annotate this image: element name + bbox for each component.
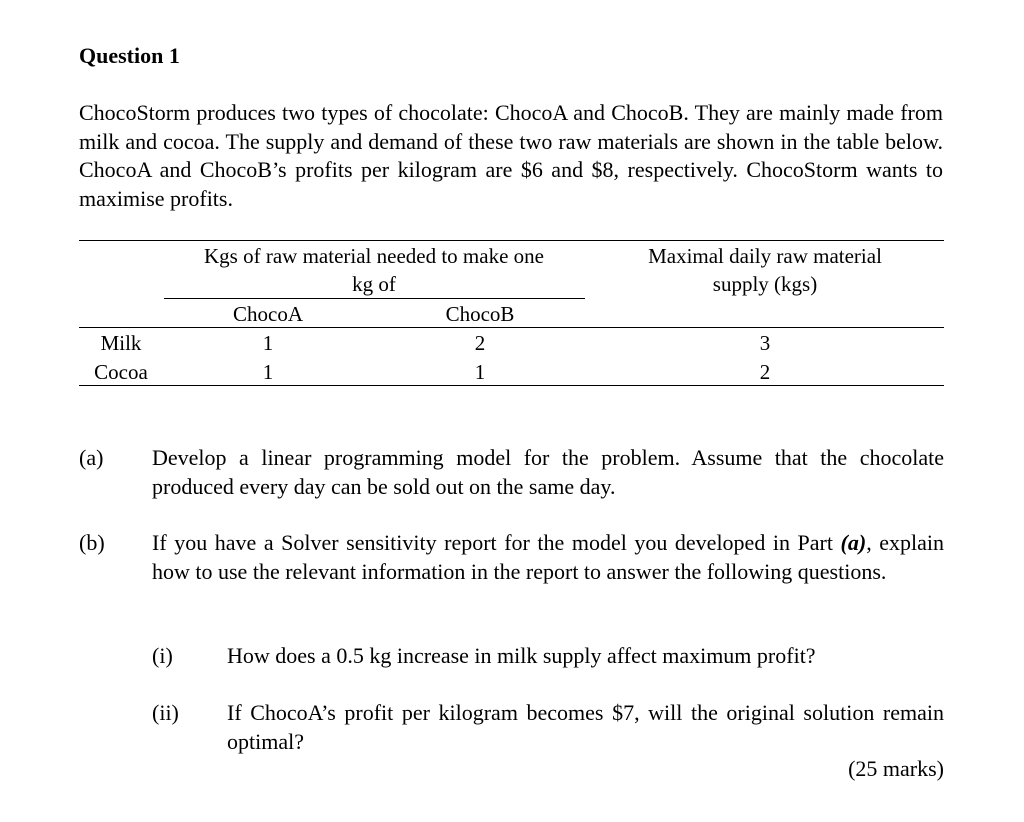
part-a-label: (a) xyxy=(79,445,104,470)
group-header-line2: kg of xyxy=(352,272,396,296)
supply-header-line1: Maximal daily raw material xyxy=(648,244,882,268)
question-title: Question 1 xyxy=(79,43,180,68)
cell-supply: 3 xyxy=(759,331,771,355)
cell-chocoa: 1 xyxy=(262,360,274,384)
col-header-chocoa: ChocoA xyxy=(233,302,303,326)
subpart-ii-label: (ii) xyxy=(152,700,179,725)
part-b-text-start: If you have a Solver sensitivity report for the model you developed in Part xyxy=(152,530,841,555)
col-header-chocob: ChocoB xyxy=(445,302,515,326)
part-b-label: (b) xyxy=(79,530,105,555)
part-b-reference: (a) xyxy=(840,530,867,555)
cell-chocoa: 1 xyxy=(262,331,274,355)
table-bottom-rule xyxy=(79,385,944,386)
subpart-ii-text: If ChocoA’s profit per kilogram becomes $7, will the original solution remain optimal? xyxy=(227,700,944,754)
table-top-rule xyxy=(79,240,944,241)
cell-chocob: 2 xyxy=(474,331,486,355)
part-a-text: Develop a linear programming model for the problem. Assume that the chocolate produced every day can be sold out on the same day. xyxy=(152,445,944,499)
header-bottom-rule xyxy=(79,327,944,328)
question-intro: ChocoStorm produces two types of chocolate: ChocoA and ChocoB. They are mainly made from milk and cocoa. The supply and demand of these two raw materials are shown in the table below. ChocoA and ChocoB’s profits per kilogram are $6 and $8, respectively. ChocoStorm wants to maximise profits. xyxy=(79,100,943,211)
part-b-text xyxy=(152,529,944,586)
row-label: Milk xyxy=(100,331,142,355)
part-b-text-end: , explain how to use the relevant information in the report to answer the following questions. xyxy=(152,530,944,584)
group-header-line1: Kgs of raw material needed to make one xyxy=(204,244,544,268)
row-label: Cocoa xyxy=(94,360,148,384)
subpart-i-label: (i) xyxy=(152,643,173,668)
group-header-underline xyxy=(164,298,585,299)
marks-total: (25 marks) xyxy=(848,756,944,781)
supply-header-line2: supply (kgs) xyxy=(712,272,818,296)
cell-chocob: 1 xyxy=(474,360,486,384)
cell-supply: 2 xyxy=(759,360,771,384)
subpart-i-text: How does a 0.5 kg increase in milk supply affect maximum profit? xyxy=(227,643,816,668)
